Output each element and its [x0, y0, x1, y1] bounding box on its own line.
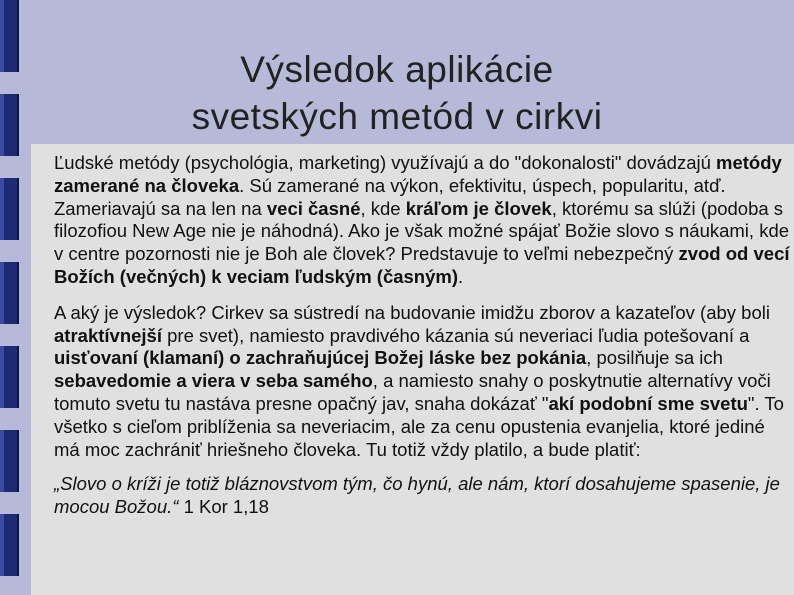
p2-text-5: ". To všetko s cieľom priblíženia sa neveriacim, ale za cenu opustenia evanjelia, ktoré jediné má moc zachrániť hriešneho človeka. Tu totiž vždy platilo, a bude platiť: — [54, 392, 784, 460]
p2-text-1: A aký je výsledok? Cirkev sa sústredí na budovanie imidžu zborov a kazateľov (aby boli — [54, 301, 770, 323]
p1-text-1: Ľudské metódy (psychológia, marketing) využívajú a do "dokonalosti" dovádzajú — [54, 152, 717, 173]
bible-reference: 1 Kor 1,18 — [178, 496, 269, 518]
decor-bar-6 — [0, 430, 19, 492]
p1-text-4: , ktorému sa slúži (podoba s filozofiou New Age nie je náhodná). Ako je však možné spájať Božie slovo s náukami, kde v centre pozornosti nie je Boh ale človek? Predstavuje to veľmi nebezpečný — [54, 197, 790, 265]
bible-quote: „Slovo o kríži je totiž bláznovstvom tým, čo hynú, ale nám, ktorí dosahujeme spasenie, je mocou Božou.“ — [54, 473, 780, 518]
slide-title-line-1: Výsledok aplikácie — [240, 49, 554, 90]
decor-bar-3 — [0, 178, 19, 240]
p2-text-4: , a namiesto snahy o poskytnutie alternatívy voči tomuto svetu tu nastáva presne opačný jav, snaha dokázať " — [54, 370, 771, 414]
p2-text-3: , posilňuje sa ich — [586, 347, 723, 369]
p1-bold-4: zvod od vecí Božích (večných) k veciam ľudským (časným) — [54, 243, 790, 287]
slide-title — [0, 46, 794, 140]
p2-bold-1: atraktívnejší — [54, 324, 162, 346]
p1-bold-1: metódy zamerané na človeka — [54, 152, 782, 196]
p2-bold-4: akí podobní sme svetu — [548, 392, 748, 414]
p1-bold-3: kráľom je človek — [405, 197, 552, 219]
paragraph-1 — [54, 152, 794, 289]
p1-text-5: . — [458, 265, 464, 287]
slide-title-line-2: svetských metód v cirkvi — [191, 96, 603, 137]
decor-bar-5 — [0, 346, 19, 408]
paragraph-2 — [54, 302, 794, 462]
content-panel — [31, 144, 794, 595]
p1-text-3: , kde — [360, 197, 406, 219]
decor-bar-7 — [0, 514, 19, 576]
p2-text-2: pre svet), namiesto pravdivého kázania sú neveriaci ľudia potešovaní a — [161, 324, 750, 346]
p2-bold-3: sebavedomie a viera v seba samého — [54, 370, 373, 392]
decor-bar-4 — [0, 262, 19, 324]
body-text — [54, 152, 794, 519]
p2-bold-2: uisťovaní (klamaní) o zachraňujúcej Božej láske bez pokánia — [54, 347, 587, 369]
paragraph-3-quote — [54, 473, 794, 519]
p1-text-2: . Sú zamerané na výkon, efektivitu, úspech, popularitu, atď. Zameriavajú sa na len na — [54, 174, 726, 219]
p1-bold-2: veci časné — [266, 197, 361, 219]
